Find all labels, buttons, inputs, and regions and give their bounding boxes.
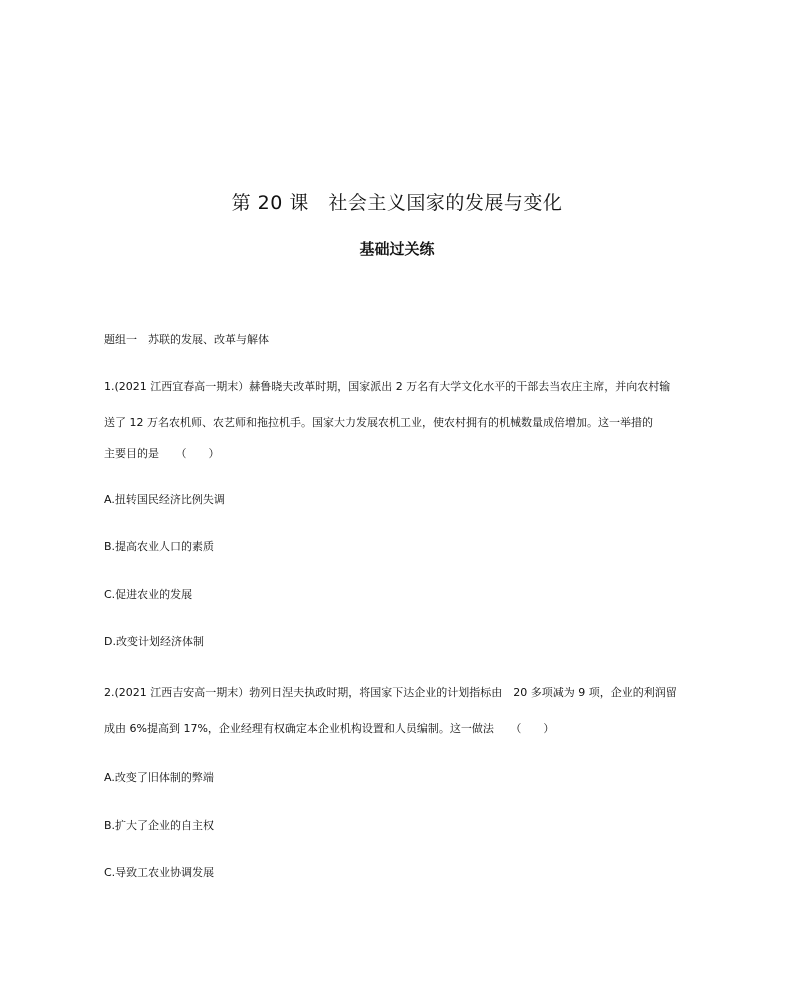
- question-group-heading: 题组一 苏联的发展、改革与解体: [104, 333, 269, 346]
- question-1-line-3: 主要目的是 （ ）: [104, 447, 220, 460]
- question-1-option-b: B.提高农业人口的素质: [104, 540, 215, 553]
- question-2-option-b: B.扩大了企业的自主权: [104, 819, 215, 832]
- question-2-option-c: C.导致工农业协调发展: [104, 866, 215, 879]
- question-2-line-2: 成由 6%提高到 17%，企业经理有权确定本企业机构设置和人员编制。这一做法 （ ）: [104, 722, 555, 735]
- question-2-line-1: 2.(2021 江西吉安高一期末）勃列日涅夫执政时期，将国家下达企业的计划指标由 20 多项减为 9 项，企业的利润留: [104, 686, 677, 699]
- question-1-option-c: C.促进农业的发展: [104, 588, 193, 601]
- question-2-option-a: A.改变了旧体制的弊端: [104, 771, 214, 784]
- question-1-option-a: A.扭转国民经济比例失调: [104, 493, 225, 506]
- question-1-line-2: 送了 12 万名农机师、农艺师和拖拉机手。国家大力发展农机工业，使农村拥有的机械数量成倍增加。这一举措的: [104, 416, 653, 429]
- lesson-title: 第 20 课 社会主义国家的发展与变化: [231, 192, 563, 214]
- question-1-option-d: D.改变计划经济体制: [104, 635, 204, 648]
- section-subtitle: 基础过关练: [359, 240, 435, 258]
- question-1-line-1: 1.(2021 江西宜春高一期末）赫鲁晓夫改革时期，国家派出 2 万名有大学文化水平的干部去当农庄主席，并向农村输: [104, 380, 671, 393]
